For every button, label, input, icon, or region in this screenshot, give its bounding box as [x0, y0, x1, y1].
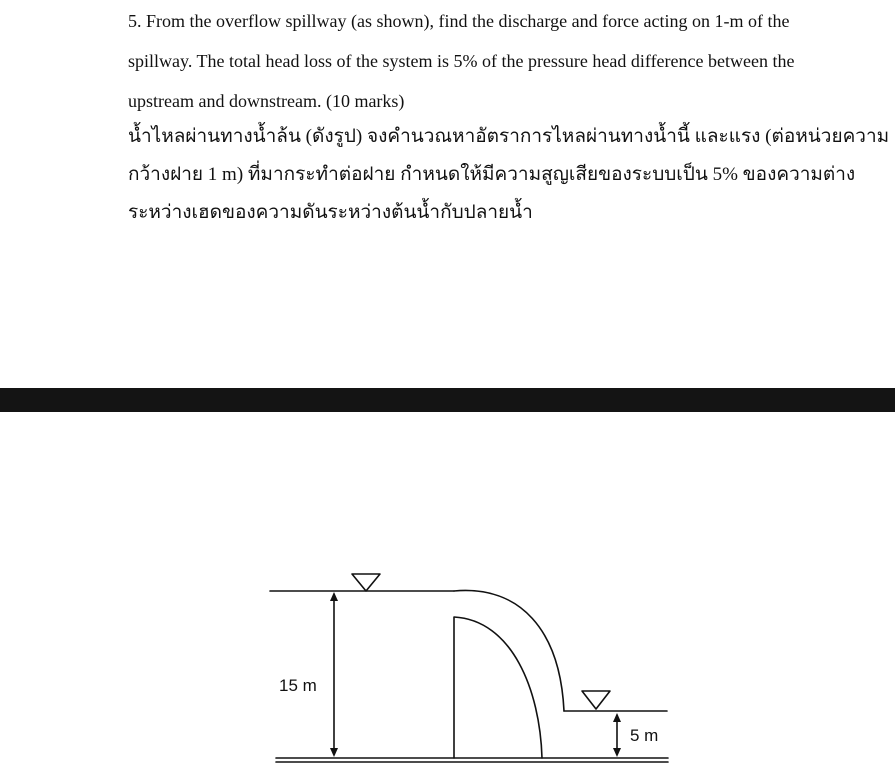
- upstream-depth-arrowhead-bottom: [330, 748, 338, 757]
- upstream-depth-label: 15 m: [279, 676, 317, 695]
- spillway-body: [454, 617, 542, 758]
- question-line-english-1: 5. From the overflow spillway (as shown), find the discharge and force acting on 1-m of the: [128, 11, 790, 31]
- divider-bar: [0, 388, 895, 412]
- question-line-english-2: spillway. The total head loss of the system is 5% of the pressure head difference between the: [128, 51, 795, 71]
- question-line-thai-2: กว้างฝาย 1 m) ที่มากระทำต่อฝาย กำหนดให้มีความสูญเสียของระบบเป็น 5% ของความต่าง: [128, 164, 856, 185]
- question-line-english-3: upstream and downstream. (10 marks): [128, 91, 405, 111]
- upstream-water-level-icon: [352, 574, 380, 591]
- spillway-nappe: [454, 590, 564, 711]
- question-line-thai-3: ระหว่างเฮดของความดันระหว่างต้นน้ำกับปลายน้ำ: [128, 202, 533, 223]
- downstream-depth-label: 5 m: [630, 726, 659, 745]
- downstream-water-level-icon: [582, 691, 610, 709]
- downstream-depth-arrowhead-bottom: [613, 748, 621, 757]
- upstream-depth-arrowhead-top: [330, 592, 338, 601]
- question-line-thai-1: น้ำไหลผ่านทางน้ำล้น (ดังรูป) จงคำนวณหาอัตราการไหลผ่านทางน้ำนี้ และแรง (ต่อหน่วยความ: [128, 126, 890, 147]
- downstream-depth-arrowhead-top: [613, 713, 621, 722]
